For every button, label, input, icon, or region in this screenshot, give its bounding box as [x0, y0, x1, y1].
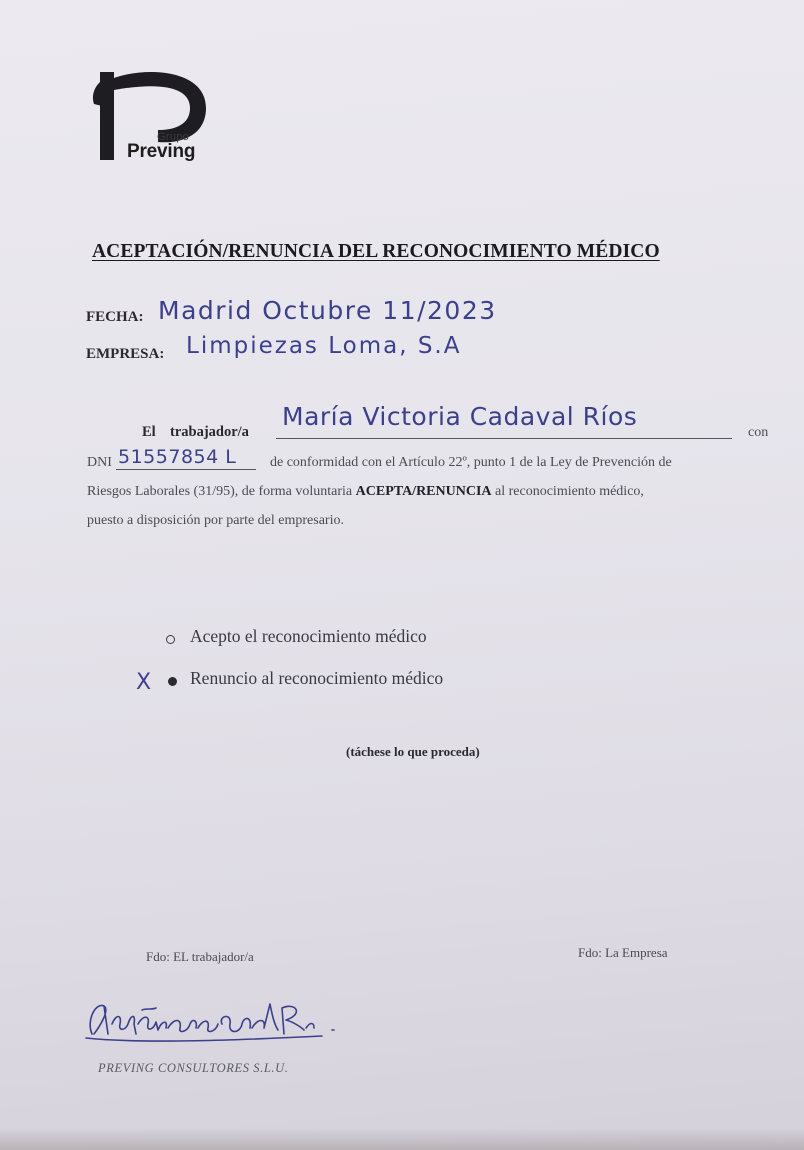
fdo-trabajador-label: Fdo: EL trabajador/a [146, 949, 254, 964]
preving-consultores-text: PREVING CONSULTORES S.L.U. [98, 1061, 289, 1075]
paragraph-line3: puesto a disposición por parte del empresario. [87, 513, 344, 528]
logo-preving-text: Preving [127, 141, 196, 162]
empresa-label: EMPRESA: [86, 346, 165, 362]
document-title: ACEPTACIÓN/RENUNCIA DEL RECONOCIMIENTO MÉDICO [92, 241, 660, 262]
worker-name: María Victoria Cadaval Ríos [282, 402, 638, 431]
acepto-radio[interactable] [166, 635, 175, 644]
acepto-option-label: Acepto el reconocimiento médico [190, 626, 427, 646]
paragraph-line1: de conformidad con el Artículo 22º, punto 1 de la Ley de Prevención de [270, 455, 672, 470]
empresa-value: Limpiezas Loma, S.A [186, 333, 462, 359]
page-bottom-edge [0, 1128, 804, 1150]
trabajador-label: trabajador/a [170, 424, 249, 440]
dni-label: DNI [87, 455, 112, 470]
logo-grupo-text: Grupo [157, 131, 190, 143]
dni-line [116, 469, 256, 470]
acepta-renuncia-text: ACEPTA/RENUNCIA [355, 484, 492, 499]
renuncio-option-label: Renuncio al reconocimiento médico [190, 668, 444, 688]
fdo-empresa-label: Fdo: La Empresa [578, 945, 668, 960]
paragraph-line2-a: Riesgos Laborales (31/95), de forma voluntaria [87, 484, 353, 499]
worker-name-line [276, 438, 732, 439]
renuncio-radio[interactable] [168, 677, 177, 686]
paragraph-line2 [87, 484, 644, 500]
worker-signature [82, 994, 352, 1050]
fecha-label: FECHA: [86, 309, 144, 325]
handwritten-x-mark: X [136, 670, 152, 695]
paragraph-line2-b: al reconocimiento médico, [495, 484, 644, 499]
con-text: con [748, 425, 769, 440]
el-label: El [142, 424, 156, 440]
dni-value: 51557854 L [118, 446, 237, 468]
fecha-value: Madrid Octubre 11/2023 [158, 296, 497, 325]
tachese-note: (táchese lo que proceda) [346, 744, 480, 759]
